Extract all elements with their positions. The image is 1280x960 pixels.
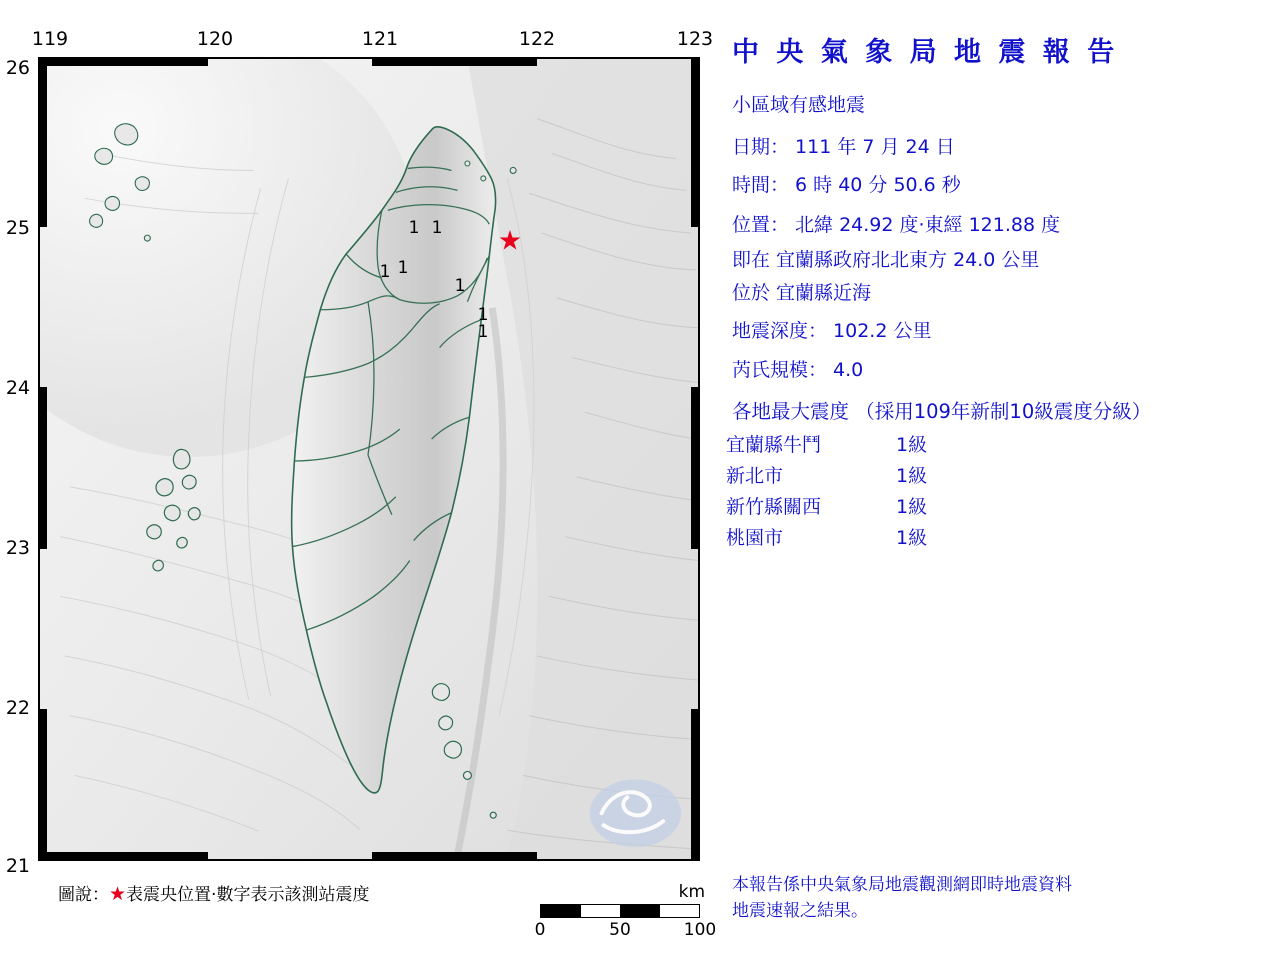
station-intensity-marker: 1 <box>408 218 420 238</box>
lon-tick-119: 119 <box>31 28 69 50</box>
lat-tick-22: 22 <box>5 697 30 719</box>
map-canvas[interactable] <box>38 57 700 861</box>
intensity-level: 1級 <box>896 527 928 549</box>
intensity-city: 宜蘭縣牛鬥 <box>726 434 822 456</box>
station-intensity-marker: 1 <box>431 218 443 238</box>
intensity-row <box>726 523 986 550</box>
scale-tick-0: 0 <box>534 920 546 940</box>
station-intensity-marker: 1 <box>477 305 489 325</box>
lat-tick-24: 24 <box>5 377 30 399</box>
intensity-table <box>726 430 986 554</box>
intensity-level: 1級 <box>896 434 928 456</box>
frame-tick-right-2 <box>691 387 698 549</box>
lon-tick-123: 123 <box>676 28 714 50</box>
lat-tick-26: 26 <box>5 57 30 79</box>
frame-tick-bottom-1 <box>40 852 208 859</box>
lat-tick-21: 21 <box>5 855 30 877</box>
lon-tick-121: 121 <box>361 28 399 50</box>
report-time: 時間： 6 時 40 分 50.6 秒 <box>732 174 961 196</box>
scale-tick-50: 50 <box>609 920 631 940</box>
scale-bar <box>540 904 700 918</box>
report-panel <box>726 0 1280 960</box>
report-footnote <box>732 872 1072 925</box>
footnote-line-2: 地震速報之結果。 <box>732 901 868 922</box>
intensity-row <box>726 461 986 488</box>
lat-tick-25: 25 <box>5 217 30 239</box>
intensity-city: 新北市 <box>726 465 784 487</box>
lat-tick-23: 23 <box>5 537 30 559</box>
station-intensity-marker: 1 <box>477 322 489 342</box>
footnote-line-1: 本報告係中央氣象局地震觀測網即時地震資料 <box>732 875 1072 895</box>
frame-tick-right-3 <box>691 709 698 861</box>
report-location: 位置： 北緯 24.92 度‧東經 121.88 度 <box>732 214 1061 236</box>
caption-text: 表震央位置‧數字表示該測站震度 <box>126 885 370 905</box>
intensity-row <box>726 492 986 519</box>
report-subtitle: 小區域有感地震 <box>732 94 866 116</box>
frame-tick-left-2 <box>40 387 47 549</box>
relief-basemap <box>40 59 698 859</box>
report-relative-pos: 即在 宜蘭縣政府北北東方 24.0 公里 <box>732 249 1040 271</box>
lon-tick-122: 122 <box>518 28 556 50</box>
frame-tick-top-2 <box>372 59 537 66</box>
station-intensity-marker: 1 <box>379 262 391 282</box>
report-depth: 地震深度： 102.2 公里 <box>732 320 932 342</box>
report-region: 位於 宜蘭縣近海 <box>732 282 872 304</box>
scale-tick-100: 100 <box>683 920 717 940</box>
report-date: 日期： 111 年 7 月 24 日 <box>732 136 955 158</box>
report-magnitude: 芮氏規模： 4.0 <box>732 359 864 381</box>
intensity-city: 新竹縣關西 <box>726 496 822 518</box>
intensity-level: 1級 <box>896 465 928 487</box>
scale-unit-label: km <box>678 882 705 902</box>
station-intensity-marker: 1 <box>454 276 466 296</box>
caption-star-icon: ★ <box>109 883 127 905</box>
intensity-level: 1級 <box>896 496 928 518</box>
caption-prefix: 圖說： <box>58 885 109 905</box>
frame-tick-right-1 <box>691 59 698 227</box>
station-intensity-marker: 1 <box>397 258 409 278</box>
scale-tick-labels <box>534 920 717 940</box>
frame-tick-bottom-2 <box>372 852 537 859</box>
map-caption <box>58 880 369 905</box>
intensity-row <box>726 430 986 457</box>
frame-tick-top-1 <box>40 59 208 66</box>
frame-tick-left-3 <box>40 709 47 861</box>
intensity-heading: 各地最大震度 （採用109年新制10級震度分級） <box>732 400 1152 423</box>
lon-tick-120: 120 <box>196 28 234 50</box>
epicenter-star-icon: ★ <box>497 225 523 257</box>
page-title: 中 央 氣 象 局 地 震 報 告 <box>732 37 1119 68</box>
intensity-city: 桃園市 <box>726 527 784 549</box>
frame-tick-left-1 <box>40 59 47 227</box>
